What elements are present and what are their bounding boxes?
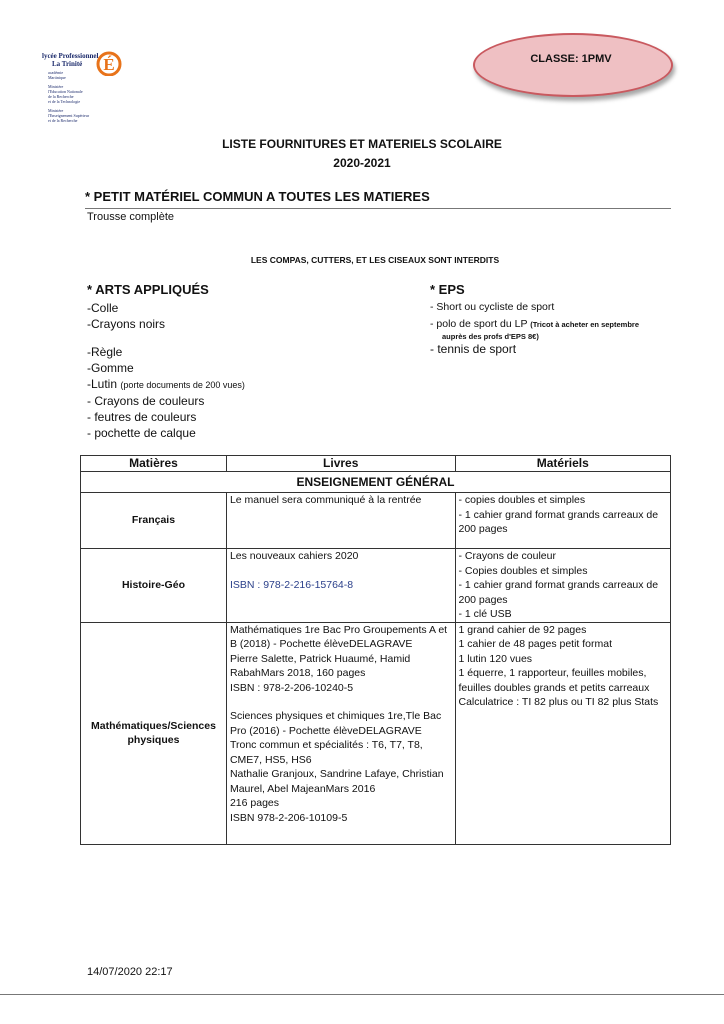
- school-year: 2020-2021: [333, 156, 391, 170]
- eps-item-polo: [430, 317, 675, 332]
- class-label: CLASSE: 1PMV: [530, 53, 612, 65]
- materiel-item: 1 cahier de 48 pages petit format: [458, 638, 613, 650]
- arts-item: -Colle: [87, 301, 119, 315]
- arts-item: -Gomme: [87, 361, 134, 375]
- print-date: 14/07/2020 22:17: [87, 966, 173, 978]
- class-badge: [473, 33, 673, 97]
- arts-list: [87, 300, 245, 441]
- table-header-row: [81, 456, 671, 472]
- table-row: [81, 622, 671, 844]
- subject-cell: Mathématiques/Sciences physiques: [81, 622, 227, 844]
- eps-item-polo-label: - polo de sport du LP: [430, 318, 531, 330]
- logo-line-2: La Trinité: [52, 60, 83, 68]
- column-header: Livres: [226, 456, 455, 472]
- logo-sub-2: Martinique: [48, 75, 66, 80]
- logo-sub-4: l'Education Nationale: [48, 89, 83, 94]
- materiel-item: - 1 cahier grand format grands carreaux de 200 pages: [458, 579, 659, 606]
- livre-line: ISBN 978-2-206-10109-5: [229, 811, 348, 824]
- livre-line: Tronc commun et spécialités : T6, T7, T8, CME7, HS5, HS6: [229, 739, 423, 766]
- divider: [85, 208, 671, 209]
- livres-cell: [226, 549, 455, 623]
- livre-line: Sciences physiques et chimiques 1re,Tle Bac Pro (2016) - Pochette élèveDELAGRAVE: [229, 710, 442, 737]
- arts-item-lutin-note: (porte documents de 200 vues): [120, 380, 245, 390]
- common-heading: * PETIT MATÉRIEL COMMUN A TOUTES LES MATIERES: [85, 189, 430, 204]
- logo-subtext: [48, 70, 108, 123]
- logo-sub-5: de la Recherche: [48, 94, 74, 99]
- logo-line-1: lycée Professionnel: [42, 52, 99, 60]
- eps-list: [430, 300, 675, 357]
- arts-item: - feutres de couleurs: [87, 410, 197, 424]
- subject-cell: Français: [81, 493, 227, 549]
- materiel-item: - Crayons de couleur: [458, 550, 556, 562]
- materiel-item: 1 lutin 120 vues: [458, 652, 533, 665]
- table-row: [81, 493, 671, 549]
- eps-item: - Short ou cycliste de sport: [430, 301, 555, 313]
- livre-title: Les nouveaux cahiers 2020: [229, 550, 359, 562]
- arts-item: -Crayons noirs: [87, 317, 166, 331]
- livres-cell: Le manuel sera communiqué à la rentrée: [226, 493, 455, 549]
- livre-isbn: ISBN : 978-2-216-15764-8: [229, 578, 354, 591]
- eps-item-polo-note-a: (Tricot à acheter en septembre: [530, 320, 640, 329]
- logo-sub-6: et de la Technologie: [48, 99, 81, 104]
- footer-divider: [0, 994, 724, 995]
- livre-line: ISBN : 978-2-206-10240-5: [229, 681, 354, 694]
- logo-sub-1: académie: [48, 70, 64, 75]
- subject-cell: Histoire-Géo: [81, 549, 227, 623]
- materiels-cell: [455, 493, 671, 549]
- logo-name: [42, 52, 102, 68]
- livres-cell: [226, 622, 455, 844]
- materiel-item: 1 grand cahier de 92 pages: [458, 623, 587, 636]
- logo-sub-8: l'Enseignement Supérieur: [48, 113, 90, 118]
- eps-item: - tennis de sport: [430, 342, 517, 356]
- column-header: Matières: [81, 456, 227, 472]
- arts-item: - Crayons de couleurs: [87, 394, 205, 408]
- livre-line: Pierre Salette, Patrick Huaumé, Hamid RabahMars 2018, 160 pages: [229, 652, 411, 679]
- supplies-table: [80, 455, 671, 845]
- section-row: [81, 472, 671, 493]
- section-label: ENSEIGNEMENT GÉNÉRAL: [81, 472, 671, 493]
- eps-heading: * EPS: [430, 282, 465, 297]
- materiel-item: - Copies doubles et simples: [458, 564, 588, 577]
- svg-text:É: É: [103, 55, 115, 74]
- table-row: [81, 549, 671, 623]
- livre-line: 216 pages: [229, 797, 279, 809]
- forbidden-notice: LES COMPAS, CUTTERS, ET LES CISEAUX SONT INTERDITS: [250, 255, 500, 265]
- column-header: Matériels: [455, 456, 671, 472]
- page-title: LISTE FOURNITURES ET MATERIELS SCOLAIRE: [222, 137, 502, 151]
- arts-heading: * ARTS APPLIQUÉS: [87, 282, 209, 297]
- eps-item-polo-note-b: auprès des profs d'EPS 8€): [442, 332, 539, 341]
- materiel-item: 1 équerre, 1 rapporteur, feuilles mobiles, feuilles doubles grands et petits carreaux: [458, 667, 650, 694]
- materiel-item: Calculatrice : TI 82 plus ou TI 82 plus Stats: [458, 696, 659, 708]
- materiels-cell: [455, 549, 671, 623]
- arts-item-lutin: [87, 376, 245, 393]
- trousse-item: Trousse complète: [87, 211, 175, 223]
- materiels-cell: [455, 622, 671, 844]
- arts-item: - pochette de calque: [87, 426, 196, 440]
- logo-sub-9: et de la Recherche: [48, 118, 78, 123]
- materiel-item: - 1 clé USB: [458, 608, 512, 620]
- arts-item-lutin-label: -Lutin: [87, 377, 121, 391]
- logo-sub-7: Ministère: [48, 108, 64, 113]
- materiel-item: - 1 cahier grand format grands carreaux de 200 pages: [458, 508, 659, 535]
- livre-line: Nathalie Granjoux, Sandrine Lafaye, Christian Maurel, Abel MajeanMars 2016: [229, 768, 444, 795]
- logo-sub-3: Ministère: [48, 84, 64, 89]
- arts-item: -Règle: [87, 345, 123, 359]
- livre-line: Mathématiques 1re Bac Pro Groupements A et B (2018) - Pochette élèveDELAGRAVE: [229, 623, 448, 650]
- materiel-item: - copies doubles et simples: [458, 494, 586, 506]
